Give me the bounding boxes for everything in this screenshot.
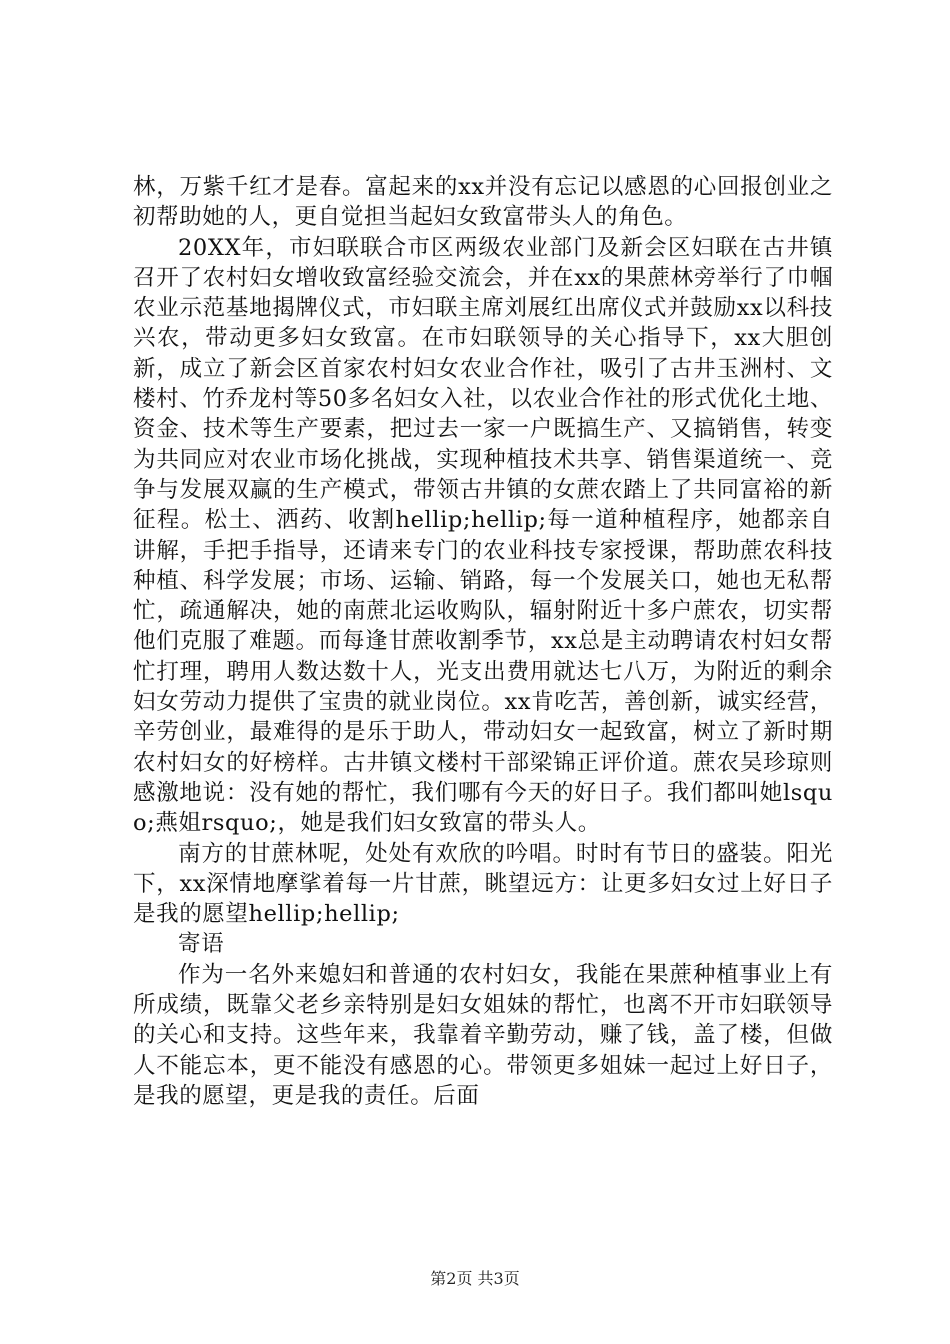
- paragraph-sugarcane: 南方的甘蔗林呢，处处有欢欣的吟唱。时时有节日的盛装。阳光下，xx深情地摩挲着每一片甘蔗，眺望远方：让更多妇女过上好日子是我的愿望hellip;hellip;: [133, 840, 833, 928]
- paragraph-cooperative: 20XX年，市妇联联合市区两级农业部门及新会区妇联在古井镇召开了农村妇女增收致富经验交流会，并在xx的果蔗林旁举行了巾帼农业示范基地揭牌仪式，市妇联主席刘展红出席仪式并鼓励xx以科技兴农，带动更多妇女致富。在市妇联领导的关心指导下，xx大胆创新，成立了新会区首家农村妇女农业合作社，吸引了古井玉洲村、文楼村、竹乔龙村等50多名妇女入社，以农业合作社的形式优化土地、资金、技术等生产要素，把过去一家一户既搞生产、又搞销售，转变为共同应对农业市场化挑战，实现种植技术共享、销售渠道统一、竞争与发展双赢的生产模式，带领古井镇的女蔗农踏上了共同富裕的新征程。松土、洒药、收割hellip;hellip;每一道种植程序，她都亲自讲解，手把手指导，还请来专门的农业科技专家授课，帮助蔗农科技种植、科学发展；市场、运输、销路，每一个发展关口，她也无私帮忙，疏通解决，她的南蔗北运收购队，辐射附近十多户蔗农，切实帮他们克服了难题。而每逢甘蔗收割季节，xx总是主动聘请农村妇女帮忙打理，聘用人数达数十人，光支出费用就达七八万，为附近的剩余妇女劳动力提供了宝贵的就业岗位。xx肯吃苦，善创新，诚实经营，辛劳创业，最难得的是乐于助人，带动妇女一起致富，树立了新时期农村妇女的好榜样。古井镇文楼村干部梁锦正评价道。蔗农吴珍琼则感激地说：没有她的帮忙，我们哪有今天的好日子。我们都叫她lsquo;燕姐rsquo;，她是我们妇女致富的带头人。: [133, 234, 833, 837]
- section-heading-message: 寄语: [178, 931, 225, 958]
- paragraph-continued: 林，万紫千红才是春。富起来的xx并没有忘记以感恩的心回报创业之初帮助她的人，更自觉担当起妇女致富带头人的角色。: [133, 174, 833, 231]
- paragraph-message: 作为一名外来媳妇和普通的农村妇女，我能在果蔗种植事业上有所成绩，既靠父老乡亲特别是妇女姐妹的帮忙，也离不开市妇联领导的关心和支持。这些年来，我靠着辛勤劳动，赚了钱，盖了楼，但做人不能忘本，更不能没有感恩的心。带领更多姐妹一起过上好日子，是我的愿望，更是我的责任。后面: [133, 961, 833, 1109]
- document-body: [133, 172, 833, 1111]
- page-number-footer: 第2页 共3页: [430, 1269, 520, 1288]
